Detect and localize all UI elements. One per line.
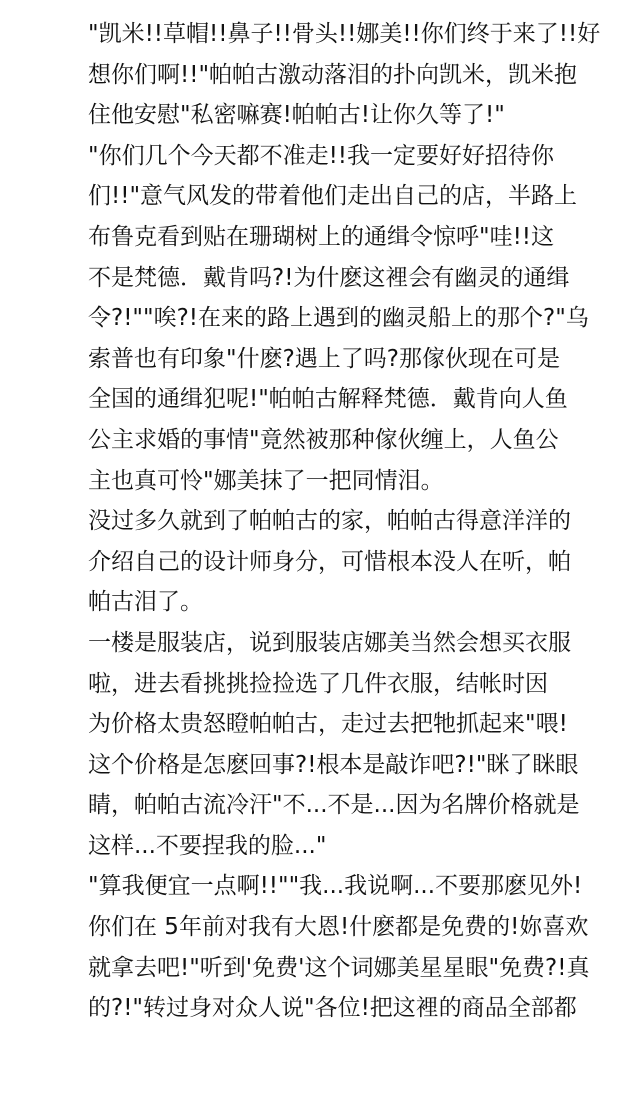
text-line-15: 帕古泪了。 bbox=[88, 589, 203, 616]
text-line-19: 这个价格是怎麽回事?!根本是敲诈吧?!"眯了眯眼 bbox=[88, 751, 579, 778]
text-line-25: 的?!"转过身对众人说"各位!把这裡的商品全部都 bbox=[88, 995, 577, 1022]
text-line-18: 为价格太贵怒瞪帕帕古，走过去把牠抓起来"喂! bbox=[88, 711, 568, 738]
text-line-7: 不是梵德．戴肯吗?!为什麽这裡会有幽灵的通缉 bbox=[88, 264, 570, 291]
text-line-4: "你们几个今天都不准走!!我一定要好好招待你 bbox=[88, 142, 555, 169]
text-line-20: 睛，帕帕古流冷汗"不...不是...因为名牌价格就是 bbox=[88, 792, 580, 819]
text-line-1: "凯米!!草帽!!鼻子!!骨头!!娜美!!你们终于来了!!好 bbox=[88, 21, 601, 47]
text-line-3: 住他安慰"私密嘛赛!帕帕古!让你久等了!" bbox=[88, 102, 505, 129]
story-text bbox=[88, 14, 628, 1029]
text-line-13: 没过多久就到了帕帕古的家，帕帕古得意洋洋的 bbox=[88, 508, 571, 535]
text-line-23: 你们在 5年前对我有大恩!什麽都是免费的!妳喜欢 bbox=[88, 914, 589, 941]
text-line-24: 就拿去吧!"听到'免费'这个词娜美星星眼"免费?!真 bbox=[88, 954, 590, 981]
text-line-2: 想你们啊!!"帕帕古激动落泪的扑向凯米，凯米抱 bbox=[88, 61, 578, 88]
text-line-22: "算我便宜一点啊!!""我...我说啊...不要那麽见外! bbox=[88, 873, 583, 900]
text-line-16: 一楼是服装店，说到服装店娜美当然会想买衣服 bbox=[88, 629, 571, 656]
text-line-5: 们!!"意气风发的带着他们走出自己的店，半路上 bbox=[88, 183, 578, 210]
text-line-11: 公主求婚的事情"竟然被那种傢伙缠上，人鱼公 bbox=[88, 426, 559, 453]
text-line-9: 索普也有印象"什麽?遇上了吗?那傢伙现在可是 bbox=[88, 345, 560, 372]
text-line-6: 布鲁克看到贴在珊瑚树上的通缉令惊呼"哇!!这 bbox=[88, 223, 555, 250]
text-line-8: 令?!""唉?!在来的路上遇到的幽灵船上的那个?"乌 bbox=[88, 305, 589, 332]
text-line-10: 全国的通缉犯呢!"帕帕古解释梵德．戴肯向人鱼 bbox=[88, 386, 568, 413]
text-line-12: 主也真可怜"娜美抹了一把同情泪。 bbox=[88, 467, 444, 494]
text-line-21: 这样...不要捏我的脸..." bbox=[88, 832, 327, 859]
text-line-14: 介绍自己的设计师身分，可惜根本没人在听，帕 bbox=[88, 548, 571, 575]
text-line-17: 啦，进去看挑挑捡捡选了几件衣服，结帐时因 bbox=[88, 670, 548, 697]
